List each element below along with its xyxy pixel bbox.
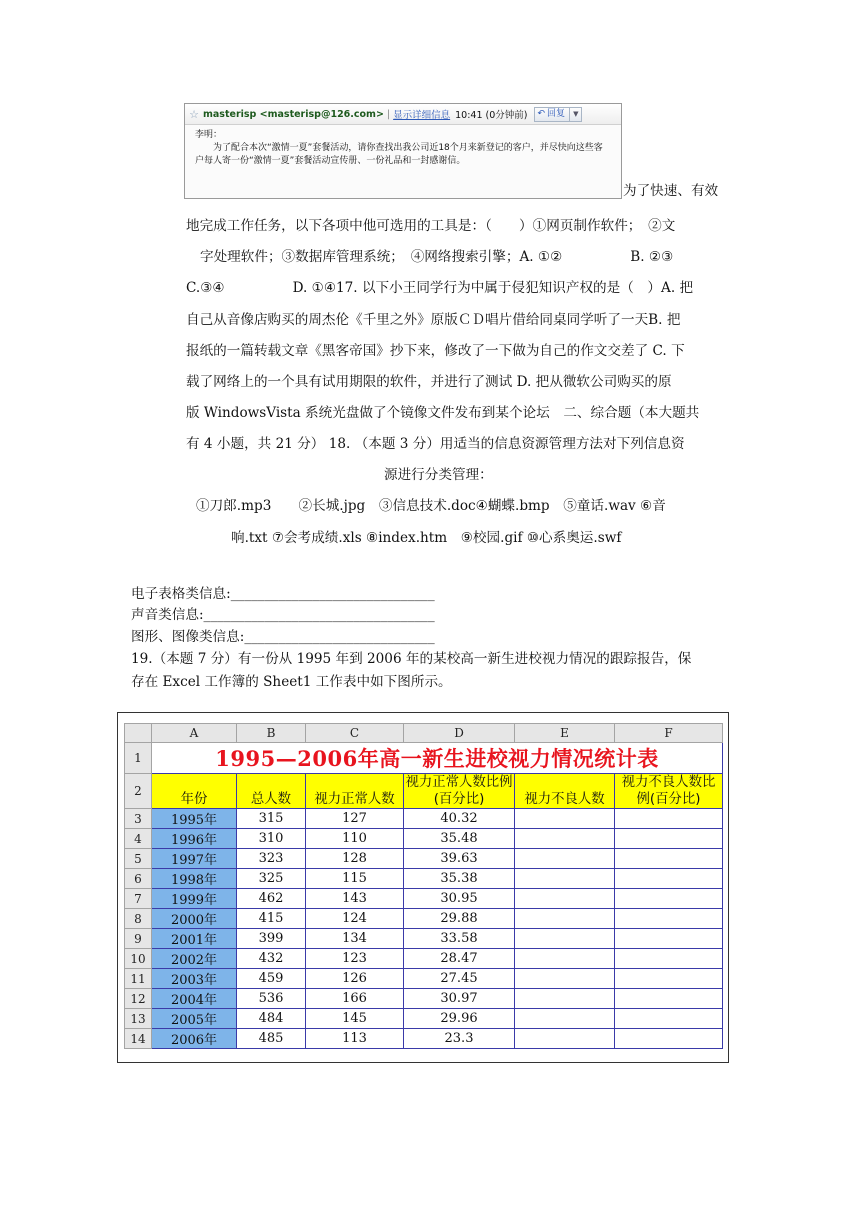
- sheet-row-1: [125, 743, 723, 774]
- cell-normal-ratio[interactable]: 35.48: [404, 829, 515, 849]
- cell-normal-ratio[interactable]: 39.63: [404, 849, 515, 869]
- text-line-4: C.③④ D. ①④17. 以下小王同学行为中属于侵犯知识产权的是（ ）A. 把: [186, 280, 694, 296]
- cell-year[interactable]: 1996年: [152, 829, 237, 849]
- row-number[interactable]: 3: [125, 809, 152, 829]
- cell-year[interactable]: 2001年: [152, 929, 237, 949]
- cell-bad[interactable]: [515, 869, 615, 889]
- cell-normal[interactable]: 115: [306, 869, 404, 889]
- table-row: [125, 809, 723, 829]
- cell-bad[interactable]: [515, 969, 615, 989]
- cell-normal[interactable]: 124: [306, 909, 404, 929]
- cell-bad-ratio[interactable]: [615, 849, 723, 869]
- row-number[interactable]: 11: [125, 969, 152, 989]
- text-line-17: 存在 Excel 工作簿的 Sheet1 工作表中如下图所示。: [131, 674, 452, 690]
- sheet-row-2: [125, 774, 723, 809]
- star-icon[interactable]: ☆: [189, 107, 199, 121]
- cell-bad[interactable]: [515, 809, 615, 829]
- table-row: [125, 949, 723, 969]
- row-number[interactable]: 12: [125, 989, 152, 1009]
- cell-year[interactable]: 1995年: [152, 809, 237, 829]
- cell-total[interactable]: 415: [237, 909, 306, 929]
- text-line-5: 自己从音像店购买的周杰伦《千里之外》原版ＣＤ唱片借给同桌同学听了一天B. 把: [186, 312, 681, 328]
- cell-normal[interactable]: 128: [306, 849, 404, 869]
- text-line-16: 19.（本题 7 分）有一份从 1995 年到 2006 年的某校高一新生进校视力情况的跟踪报告，保: [131, 651, 692, 667]
- cell-normal[interactable]: 166: [306, 989, 404, 1009]
- email-header: [185, 104, 621, 125]
- email-sender: masterisp <masterisp@126.com>: [203, 108, 384, 120]
- table-row: [125, 1029, 723, 1049]
- sheet-corner[interactable]: [125, 724, 152, 743]
- column-header-c[interactable]: C: [306, 724, 404, 743]
- cell-total[interactable]: 536: [237, 989, 306, 1009]
- cell-bad-ratio[interactable]: [615, 949, 723, 969]
- email-greeting: 李明：: [195, 130, 223, 140]
- cell-normal-ratio[interactable]: 30.95: [404, 889, 515, 909]
- column-header-a[interactable]: A: [152, 724, 237, 743]
- cell-year[interactable]: 2003年: [152, 969, 237, 989]
- cell-normal-ratio[interactable]: 30.97: [404, 989, 515, 1009]
- row-number[interactable]: 1: [125, 743, 152, 774]
- show-details-link[interactable]: 显示详细信息: [393, 110, 451, 121]
- row-number[interactable]: 8: [125, 909, 152, 929]
- text-line-11: ①刀郎.mp3 ②长城.jpg ③信息技术.doc④蝴蝶.bmp ⑤童话.wav ⑥音: [196, 498, 666, 514]
- cell-bad[interactable]: [515, 889, 615, 909]
- column-header-d[interactable]: D: [404, 724, 515, 743]
- text-line-14: 声音类信息:__________________________________: [131, 607, 435, 623]
- table-row: [125, 909, 723, 929]
- chevron-down-icon[interactable]: ▼: [569, 108, 578, 121]
- table-row: [125, 829, 723, 849]
- row-number[interactable]: 6: [125, 869, 152, 889]
- email-time: 10:41 (0分钟前): [455, 110, 528, 121]
- text-line-9: 有 4 小题，共 21 分） 18. （本题 3 分）用适当的信息资源管理方法对下列信息资: [186, 436, 685, 452]
- cell-bad[interactable]: [515, 909, 615, 929]
- cell-normal[interactable]: 126: [306, 969, 404, 989]
- column-header-row: [125, 724, 723, 743]
- header-bad-ratio[interactable]: 视力不良人数比例(百分比): [615, 774, 723, 809]
- text-line-15: 图形、图像类信息:____________________________: [131, 629, 435, 645]
- cell-year[interactable]: 2002年: [152, 949, 237, 969]
- row-number[interactable]: 2: [125, 774, 152, 809]
- cell-total[interactable]: 485: [237, 1029, 306, 1049]
- cell-bad[interactable]: [515, 1009, 615, 1029]
- cell-normal[interactable]: 127: [306, 809, 404, 829]
- row-number[interactable]: 9: [125, 929, 152, 949]
- cell-normal[interactable]: 134: [306, 929, 404, 949]
- cell-total[interactable]: 325: [237, 869, 306, 889]
- cell-normal-ratio[interactable]: 27.45: [404, 969, 515, 989]
- cell-normal-ratio[interactable]: 35.38: [404, 869, 515, 889]
- header-bad[interactable]: 视力不良人数: [515, 774, 615, 809]
- email-body: [185, 125, 621, 168]
- cell-bad-ratio[interactable]: [615, 1009, 723, 1029]
- row-number[interactable]: 4: [125, 829, 152, 849]
- text-line-10: 源进行分类管理：: [384, 467, 493, 483]
- cell-normal[interactable]: 145: [306, 1009, 404, 1029]
- cell-bad-ratio[interactable]: [615, 869, 723, 889]
- cell-year[interactable]: 1998年: [152, 869, 237, 889]
- cell-bad[interactable]: [515, 949, 615, 969]
- cell-normal[interactable]: 110: [306, 829, 404, 849]
- text-line-1: 为了快速、有效: [623, 183, 719, 199]
- cell-total[interactable]: 323: [237, 849, 306, 869]
- column-header-e[interactable]: E: [515, 724, 615, 743]
- text-line-7: 载了网络上的一个具有试用期限的软件，并进行了测试 D. 把从微软公司购买的原: [186, 374, 672, 390]
- cell-bad-ratio[interactable]: [615, 889, 723, 909]
- cell-total[interactable]: 399: [237, 929, 306, 949]
- cell-total[interactable]: 432: [237, 949, 306, 969]
- table-row: [125, 969, 723, 989]
- cell-year[interactable]: 2004年: [152, 989, 237, 1009]
- email-message: 为了配合本次“激情一夏”套餐活动，请你查找出我公司近18个月来新登记的客户，并尽快向这些客户每人寄一份“激情一夏”套餐活动宣传册、一份礼品和一封感谢信。: [195, 143, 603, 166]
- header-normal-ratio[interactable]: 视力正常人数比例(百分比): [405, 775, 513, 807]
- spreadsheet: [124, 723, 723, 1049]
- cell-bad-ratio[interactable]: [615, 989, 723, 1009]
- cell-bad-ratio[interactable]: [615, 929, 723, 949]
- cell-normal-ratio[interactable]: 28.47: [404, 949, 515, 969]
- cell-total[interactable]: 484: [237, 1009, 306, 1029]
- table-row: [125, 929, 723, 949]
- reply-arrow-icon: ↶: [537, 108, 546, 119]
- row-number[interactable]: 5: [125, 849, 152, 869]
- table-row: [125, 869, 723, 889]
- text-line-13: 电子表格类信息:______________________________: [131, 586, 435, 602]
- reply-label: 回复: [547, 108, 566, 119]
- cell-total[interactable]: 459: [237, 969, 306, 989]
- cell-bad[interactable]: [515, 849, 615, 869]
- text-line-2: 地完成工作任务，以下各项中他可选用的工具是：（ ）①网页制作软件； ②文: [186, 218, 676, 234]
- table-row: [125, 889, 723, 909]
- cell-bad[interactable]: [515, 929, 615, 949]
- table-row: [125, 849, 723, 869]
- cell-bad[interactable]: [515, 829, 615, 849]
- cell-bad-ratio[interactable]: [615, 829, 723, 849]
- row-number[interactable]: 7: [125, 889, 152, 909]
- table-row: [125, 1009, 723, 1029]
- sheet-title[interactable]: 1995—2006年高一新生进校视力情况统计表: [152, 743, 723, 774]
- cell-year[interactable]: 1999年: [152, 889, 237, 909]
- cell-normal-ratio[interactable]: 33.58: [404, 929, 515, 949]
- header-total[interactable]: 总人数: [237, 774, 306, 809]
- cell-normal[interactable]: 143: [306, 889, 404, 909]
- cell-bad[interactable]: [515, 1029, 615, 1049]
- column-header-f[interactable]: F: [615, 724, 723, 743]
- cell-total[interactable]: 462: [237, 889, 306, 909]
- header-divider: |: [386, 108, 391, 120]
- cell-normal-ratio[interactable]: 29.88: [404, 909, 515, 929]
- cell-bad-ratio[interactable]: [615, 1029, 723, 1049]
- row-number[interactable]: 14: [125, 1029, 152, 1049]
- cell-total[interactable]: 310: [237, 829, 306, 849]
- email-screenshot: [184, 103, 622, 199]
- row-number[interactable]: 13: [125, 1009, 152, 1029]
- cell-year[interactable]: 2005年: [152, 1009, 237, 1029]
- cell-year[interactable]: 1997年: [152, 849, 237, 869]
- header-normal[interactable]: 视力正常人数: [306, 774, 404, 809]
- column-header-b[interactable]: B: [237, 724, 306, 743]
- cell-bad-ratio[interactable]: [615, 809, 723, 829]
- reply-button[interactable]: [534, 107, 583, 122]
- cell-normal-ratio[interactable]: 40.32: [404, 809, 515, 829]
- cell-bad[interactable]: [515, 989, 615, 1009]
- text-line-12: 响.txt ⑦会考成绩.xls ⑧index.htm ⑨校园.gif ⑩心系奥运.swf: [231, 530, 622, 546]
- text-line-8: 版 WindowsVista 系统光盘做了个镜像文件发布到某个论坛 二、综合题（本大题共: [186, 405, 700, 421]
- header-year[interactable]: 年份: [152, 774, 237, 809]
- text-line-6: 报纸的一篇转载文章《黑客帝国》抄下来，修改了一下做为自己的作文交差了 C. 下: [186, 343, 685, 359]
- table-row: [125, 989, 723, 1009]
- text-line-3: 字处理软件；③数据库管理系统； ④网络搜索引擎；A. ①② B. ②③: [200, 249, 674, 265]
- cell-bad-ratio[interactable]: [615, 969, 723, 989]
- cell-total[interactable]: 315: [237, 809, 306, 829]
- cell-normal[interactable]: 123: [306, 949, 404, 969]
- cell-bad-ratio[interactable]: [615, 909, 723, 929]
- cell-normal-ratio[interactable]: 29.96: [404, 1009, 515, 1029]
- row-number[interactable]: 10: [125, 949, 152, 969]
- cell-year[interactable]: 2000年: [152, 909, 237, 929]
- cell-normal-ratio[interactable]: 23.3: [404, 1029, 515, 1049]
- cell-year[interactable]: 2006年: [152, 1029, 237, 1049]
- cell-normal[interactable]: 113: [306, 1029, 404, 1049]
